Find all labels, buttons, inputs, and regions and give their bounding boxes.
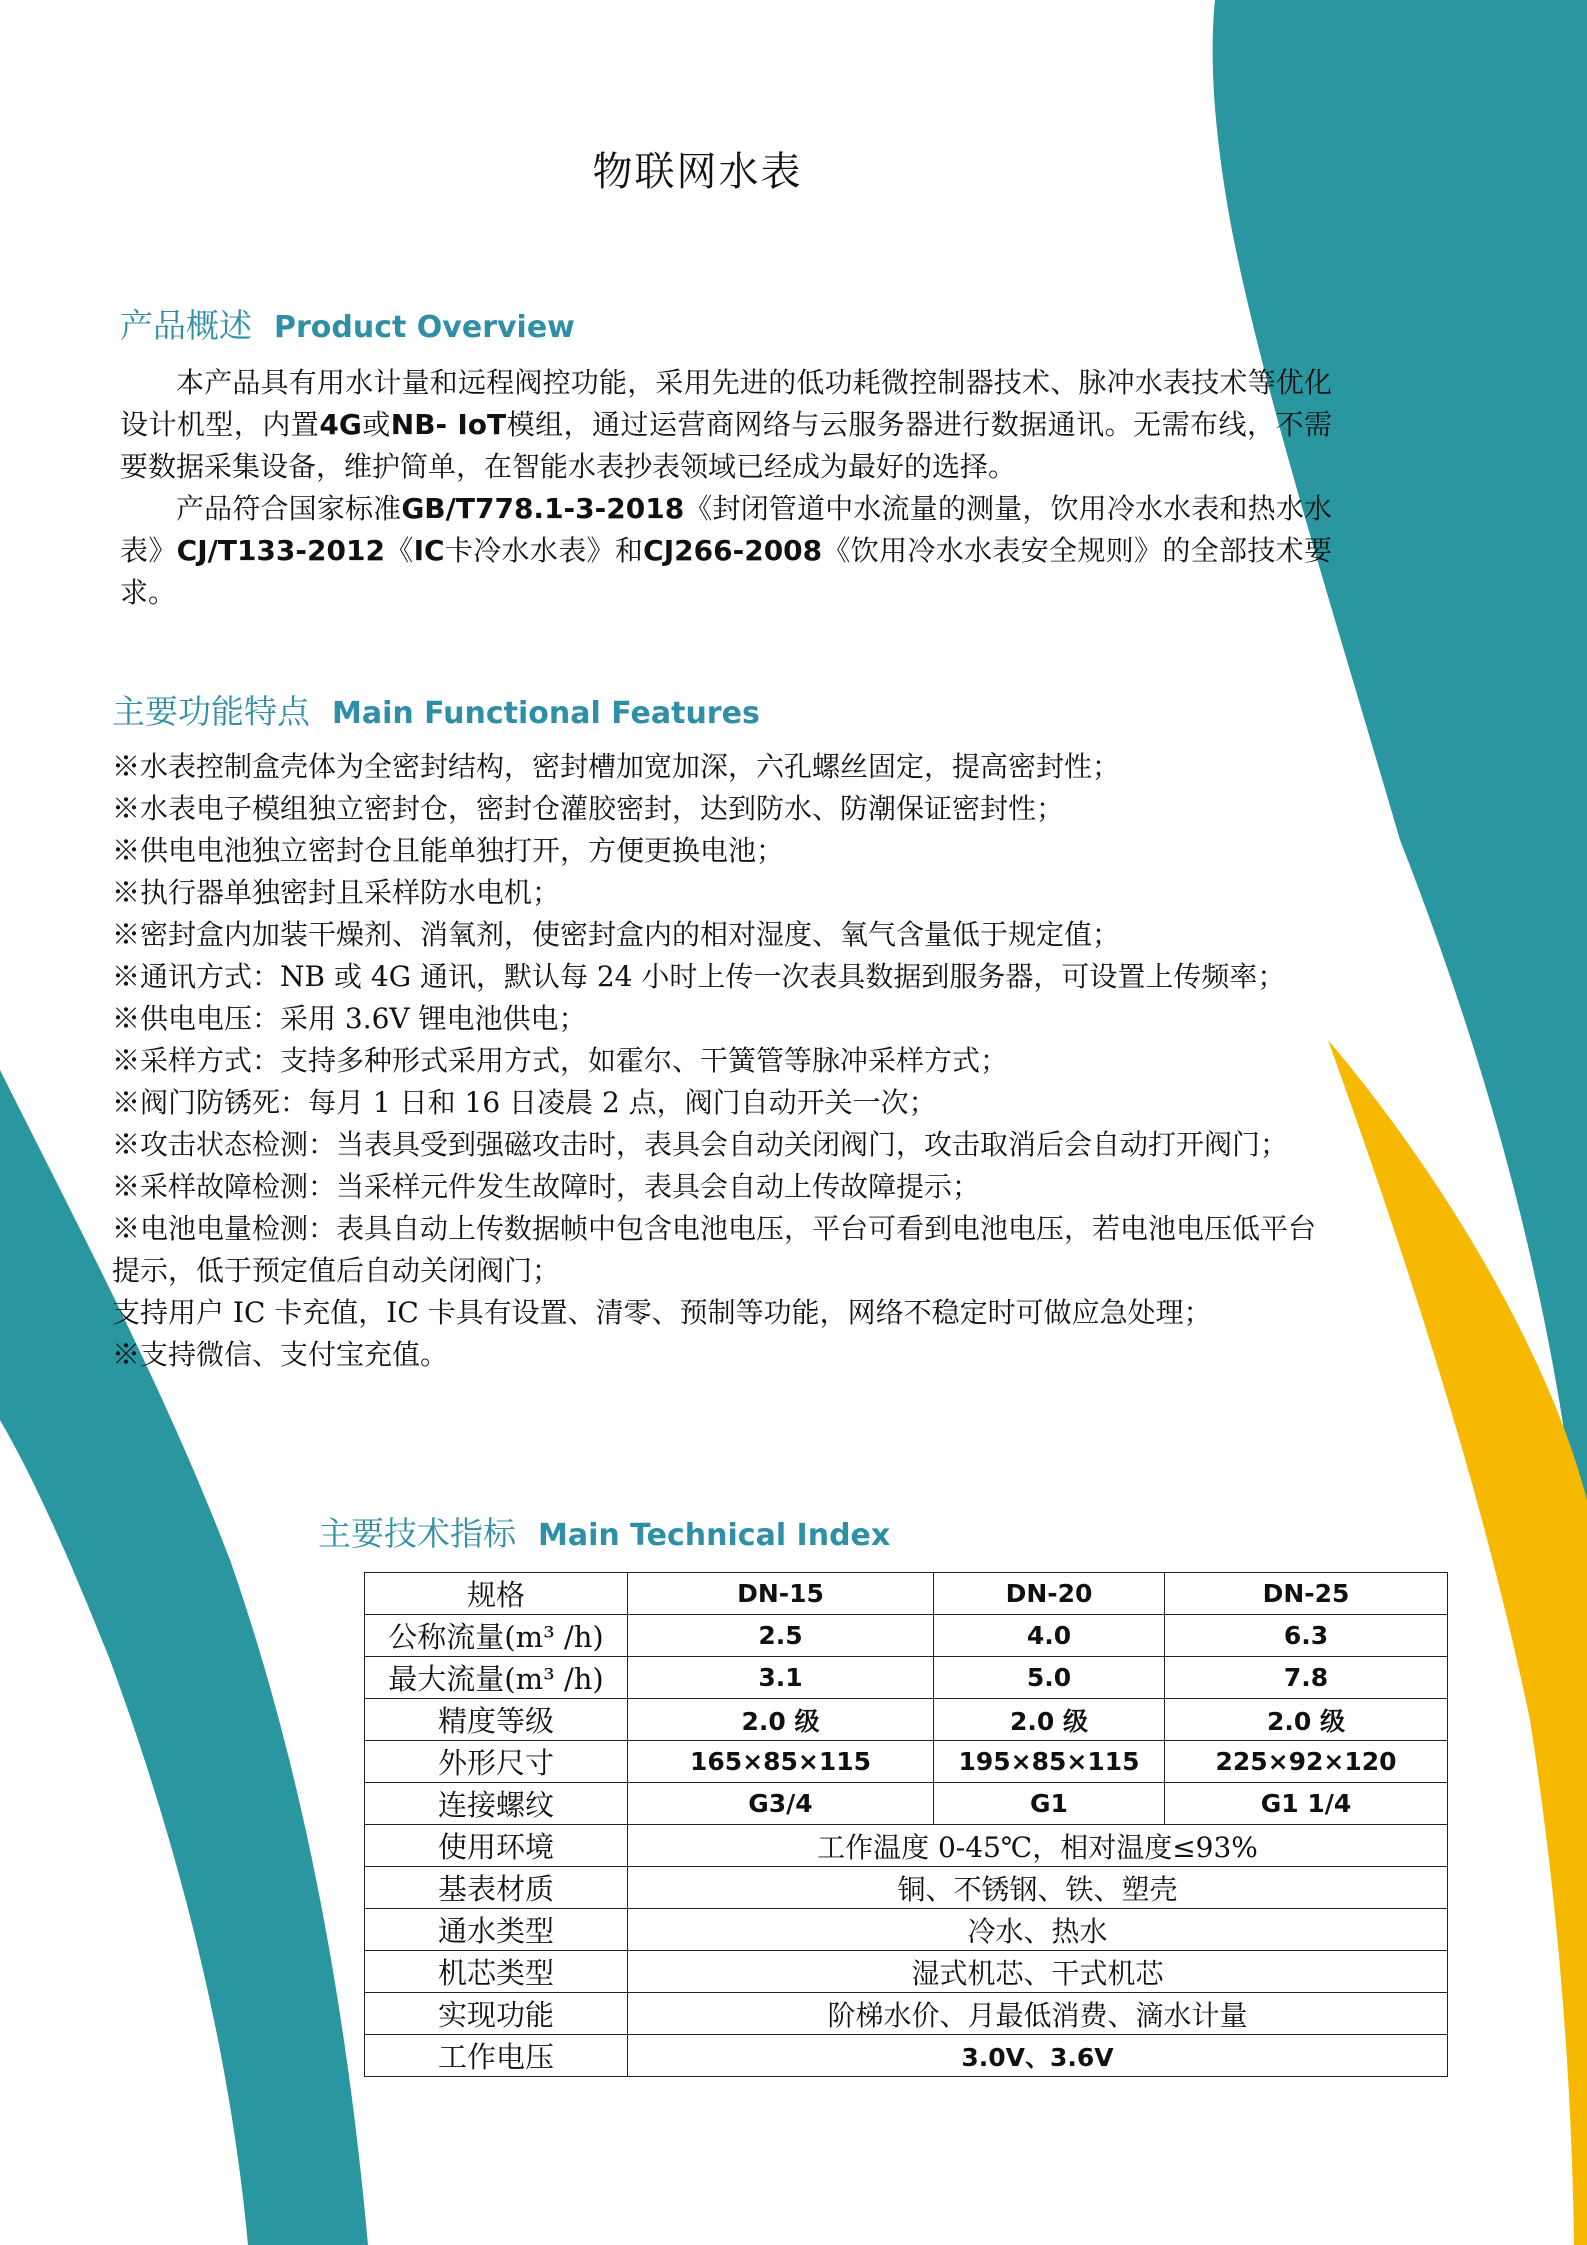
overview-paragraph-1 [120,362,1332,488]
table-cell: G1 1/4 [1165,1783,1448,1825]
technical-spec-table [364,1572,1448,2077]
tech-heading-cn: 主要技术指标 [318,1514,516,1553]
overview-p2-std-3: CJ266-2008 [643,534,823,567]
overview-p1-text-c: 模组，通过运营商网络与云服务器进行数据通讯。无需布线，不需要数据采集设备，维护简单，在智能水表抄表领域已经成为最好的选择。 [120,408,1332,483]
table-cell: G3/4 [628,1783,934,1825]
row-label: 连接螺纹 [365,1783,628,1825]
feature-item: ※供电电池独立密封仓且能单独打开，方便更换电池； [112,834,785,867]
feature-item: ※通讯方式：NB 或 4G 通讯，默认每 24 小时上传一次表具数据到服务器，可设置上传频率； [112,960,1286,993]
table-cell: 2.0 级 [628,1699,934,1741]
table-row [365,1825,1448,1867]
features-heading-cn: 主要功能特点 [112,692,310,731]
feature-item: 支持用户 IC 卡充值，IC 卡具有设置、清零、预制等功能，网络不稳定时可做应急处理； [112,1296,1212,1329]
table-row [365,1951,1448,1993]
overview-p1-text-a: 本产品具有用水计量和远程阀控功能，采用先进的低功耗微控制器技术、脉冲水表技术等优化设计机型，内置 [120,366,1332,441]
document-title: 物联网水表 [592,149,803,195]
overview-heading [120,300,575,347]
feature-item: ※支持微信、支付宝充值。 [112,1338,449,1371]
table-row [365,1993,1448,2035]
table-merged-cell: 铜、不锈钢、铁、塑壳 [628,1867,1448,1909]
overview-p2-text-e: 《饮用冷水水表安全规则》的全部技术要求。 [120,534,1332,609]
table-row [365,1867,1448,1909]
overview-p1-nbiot: NB- IoT [390,408,507,441]
table-row [365,1909,1448,1951]
feature-item: ※电池电量检测：表具自动上传数据帧中包含电池电压，平台可看到电池电压，若电池电压低平台提示，低于预定值后自动关闭阀门； [112,1212,1317,1287]
overview-p2-text-c: 《 [384,534,414,567]
feature-item: ※水表电子模组独立密封仓，密封仓灌胶密封，达到防水、防潮保证密封性； [112,792,1065,825]
feature-item: ※采样故障检测：当采样元件发生故障时，表具会自动上传故障提示； [112,1170,981,1203]
table-row [365,1783,1448,1825]
table-row [365,1657,1448,1699]
table-row [365,1699,1448,1741]
table-row [365,1741,1448,1783]
tech-heading-en: Main Technical Index [538,1518,891,1553]
row-label: 外形尺寸 [365,1741,628,1783]
table-cell: 5.0 [934,1657,1165,1699]
feature-item: ※密封盒内加装干燥剂、消氧剂，使密封盒内的相对湿度、氧气含量低于规定值； [112,918,1121,951]
table-cell: 7.8 [1165,1657,1448,1699]
features-heading-en: Main Functional Features [332,696,760,731]
row-label: 实现功能 [365,1993,628,2035]
overview-p1-text-b: 或 [361,408,391,441]
table-cell: 6.3 [1165,1615,1448,1657]
table-cell: 165×85×115 [628,1741,934,1783]
overview-p1-4g: 4G [319,408,362,441]
table-merged-cell: 冷水、热水 [628,1909,1448,1951]
table-merged-cell: 3.0V、3.6V [628,2035,1448,2077]
table-merged-cell: 阶梯水价、月最低消费、滴水计量 [628,1993,1448,2035]
table-cell: 3.1 [628,1657,934,1699]
table-header-label: 规格 [365,1573,628,1615]
feature-item: ※水表控制盒壳体为全密封结构，密封槽加宽加深，六孔螺丝固定，提高密封性； [112,750,1121,783]
row-label: 使用环境 [365,1825,628,1867]
row-label: 公称流量(m³ /h) [365,1615,628,1657]
table-cell: 2.5 [628,1615,934,1657]
row-label: 基表材质 [365,1867,628,1909]
tech-heading [318,1508,890,1555]
table-cell: 225×92×120 [1165,1741,1448,1783]
feature-item: ※执行器单独密封且采样防水电机； [112,876,561,909]
overview-heading-en: Product Overview [274,310,575,345]
table-row [365,2035,1448,2077]
row-label: 精度等级 [365,1699,628,1741]
table-header-cell: DN-20 [934,1573,1165,1615]
feature-item: ※阀门防锈死：每月 1 日和 16 日凌晨 2 点，阀门自动开关一次； [112,1086,937,1119]
table-cell: 2.0 级 [1165,1699,1448,1741]
overview-p2-text-a: 产品符合国家标准 [176,492,402,525]
overview-heading-cn: 产品概述 [120,306,252,345]
row-label: 工作电压 [365,2035,628,2077]
overview-p2-text-d: 卡冷水水表》和 [444,534,644,567]
table-cell: 195×85×115 [934,1741,1165,1783]
row-label: 通水类型 [365,1909,628,1951]
table-header-cell: DN-25 [1165,1573,1448,1615]
overview-p2-ic: IC [413,534,445,567]
feature-item: ※攻击状态检测：当表具受到强磁攻击时，表具会自动关闭阀门，攻击取消后会自动打开阀门； [112,1128,1289,1161]
overview-p2-std-2: CJ/T133-2012 [176,534,385,567]
table-merged-cell: 工作温度 0-45℃，相对温度≤93% [628,1825,1448,1867]
table-cell: 4.0 [934,1615,1165,1657]
overview-paragraph-2 [120,488,1332,614]
row-label: 机芯类型 [365,1951,628,1993]
overview-body [120,362,1332,614]
overview-p2-text-b: 《封闭管道中水流量的测量，饮用冷水水表和热水水表》 [120,492,1332,567]
overview-p2-std-1: GB/T778.1-3-2018 [401,492,685,525]
table-header-cell: DN-15 [628,1573,934,1615]
table-cell: 2.0 级 [934,1699,1165,1741]
table-cell: G1 [934,1783,1165,1825]
row-label: 最大流量(m³ /h) [365,1657,628,1699]
table-row [365,1615,1448,1657]
features-heading [112,686,760,733]
feature-item: ※采样方式：支持多种形式采用方式，如霍尔、干簧管等脉冲采样方式； [112,1044,1009,1077]
table-merged-cell: 湿式机芯、干式机芯 [628,1951,1448,1993]
feature-item: ※供电电压：采用 3.6V 锂电池供电； [112,1002,587,1035]
features-list [112,746,1342,1376]
table-header-row [365,1573,1448,1615]
